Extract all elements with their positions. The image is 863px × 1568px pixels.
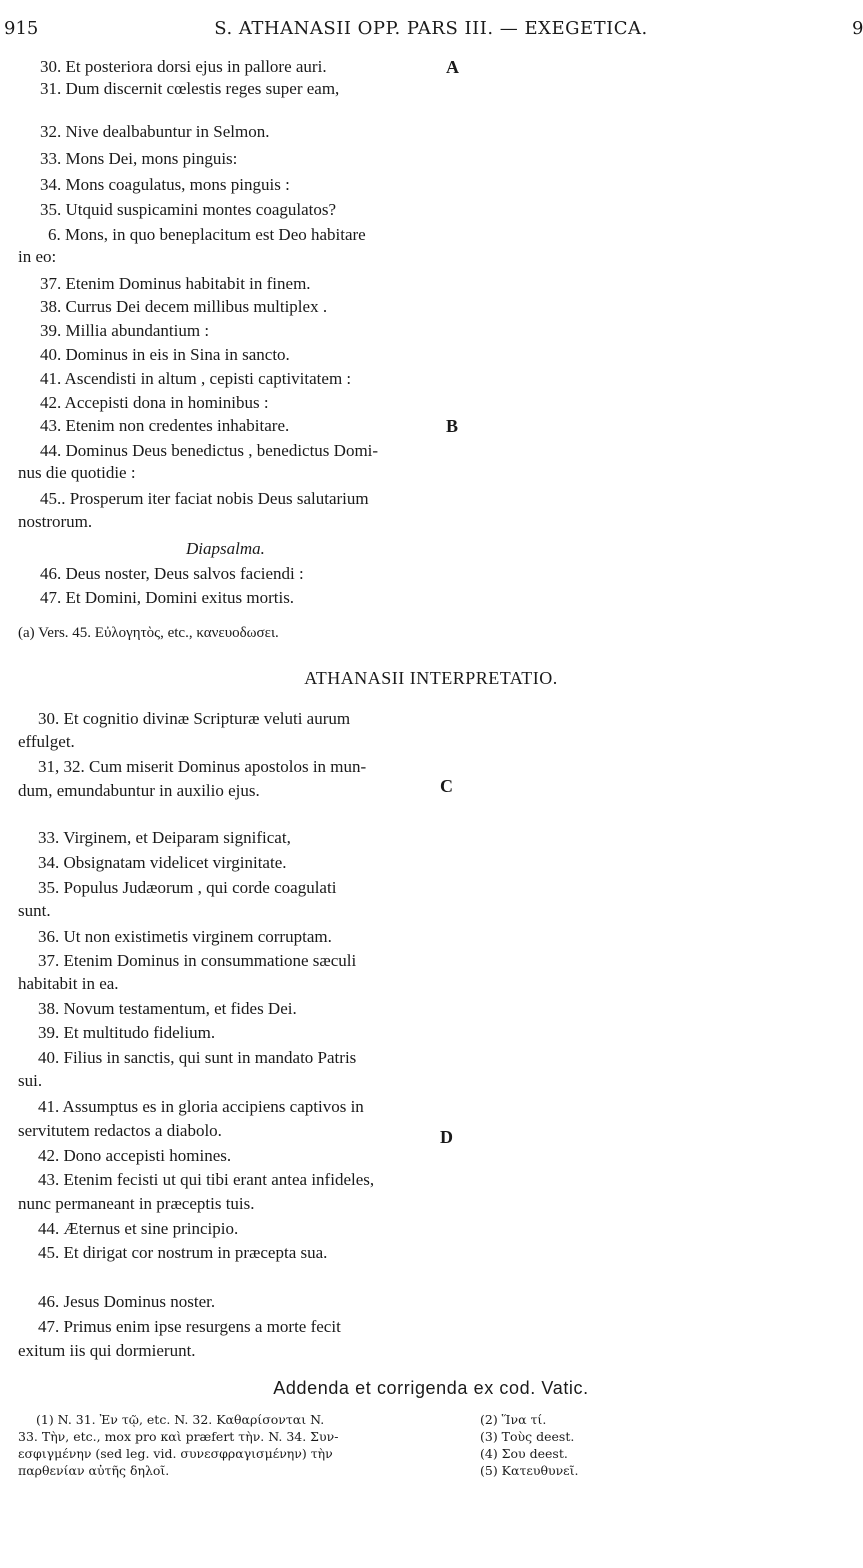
psalm-text <box>0 58 862 618</box>
text-line: nus die quotidie : <box>18 463 136 482</box>
interpretation-text <box>0 710 862 1370</box>
text-line: 39. Millia abundantium : <box>40 321 210 340</box>
diapsalma-heading: Diapsalma. <box>186 539 265 558</box>
text-line: 32. Nive dealbabuntur in Selmon. <box>40 122 270 141</box>
footnote: (a) Vers. 45. Εὐλογητὸς, etc., κανευοδωσει. <box>18 625 279 641</box>
text-line: 6. Mons, in quo beneplacitum est Deo habitare <box>48 225 366 244</box>
text-line: 42. Accepisti dona in hominibus : <box>40 393 269 412</box>
text-line: 46. Deus noster, Deus salvos faciendi : <box>40 564 304 583</box>
text-line: 38. Novum testamentum, et fides Dei. <box>38 999 297 1018</box>
text-line: nunc permaneant in præceptis tuis. <box>18 1194 255 1213</box>
margin-marker-b: B <box>446 416 459 436</box>
text-line: 37. Etenim Dominus in consummatione sæculi <box>38 951 357 970</box>
text-line: 45. Et dirigat cor nostrum in præcepta sua. <box>38 1243 328 1262</box>
text-line: 39. Et multitudo fidelium. <box>38 1023 216 1042</box>
text-line: 35. Utquid suspicamini montes coagulatos? <box>40 200 337 219</box>
text-line: effulget. <box>18 732 75 751</box>
text-line: dum, emundabuntur in auxilio ejus. <box>18 781 260 800</box>
text-line: 30. Et posteriora dorsi ejus in pallore auri. <box>40 57 327 76</box>
text-line: 41. Ascendisti in altum , cepisti captivitatem : <box>40 369 352 388</box>
text-line: 42. Dono accepisti homines. <box>38 1146 232 1165</box>
text-line: 47. Primus enim ipse resurgens a morte fecit <box>38 1317 341 1336</box>
text-line: 33. Mons Dei, mons pinguis: <box>40 149 238 168</box>
text-line: 44. Æternus et sine principio. <box>38 1219 239 1238</box>
text-line: 31. Dum discernit cœlestis reges super eam, <box>40 79 340 98</box>
addenda-line: 33. Τὴν, etc., mox pro καὶ præfert τὴν. N. 34. Συν- <box>18 1429 339 1444</box>
text-line: nostrorum. <box>18 512 93 531</box>
text-line: 44. Dominus Deus benedictus , benedictus Domi- <box>40 441 379 460</box>
addenda-line: (1) N. 31. Ἐν τῷ, etc. N. 32. Καθαρίσονται N. <box>36 1412 325 1427</box>
addenda-line: (3) Τοὺς deest. <box>480 1429 575 1444</box>
text-line: 37. Etenim Dominus habitabit in finem. <box>40 274 311 293</box>
text-line: in eo: <box>18 247 57 266</box>
margin-marker-d: D <box>440 1127 453 1147</box>
text-line: 34. Obsignatam videlicet virginitate. <box>38 853 287 872</box>
text-line: 38. Currus Dei decem millibus multiplex . <box>40 297 328 316</box>
text-line: sui. <box>18 1071 43 1090</box>
text-line: 40. Dominus in eis in Sina in sancto. <box>40 345 290 364</box>
text-line: 35. Populus Judæorum , qui corde coagulati <box>38 878 337 897</box>
text-line: 40. Filius in sanctis, qui sunt in mandato Patris <box>38 1048 357 1067</box>
margin-marker-c: C <box>440 776 453 796</box>
text-line: 41. Assumptus es in gloria accipiens captivos in <box>38 1097 364 1116</box>
text-line: 47. Et Domini, Domini exitus mortis. <box>40 588 295 607</box>
text-line: 34. Mons coagulatus, mons pinguis : <box>40 175 290 194</box>
text-line: 43. Etenim fecisti ut qui tibi erant antea infideles, <box>38 1170 375 1189</box>
margin-marker-a: A <box>446 57 459 77</box>
addenda-line: (2) Ἵνα τί. <box>480 1412 547 1427</box>
addenda-line: (4) Σου deest. <box>480 1446 568 1461</box>
text-line: 30. Et cognitio divinæ Scripturæ veluti aurum <box>38 709 351 728</box>
text-line: 45.. Prosperum iter faciat nobis Deus salutarium <box>40 489 369 508</box>
page-number: 915 <box>4 18 39 39</box>
section-title: ATHANASII INTERPRETATIO. <box>304 668 558 688</box>
text-line: exitum iis qui dormierunt. <box>18 1341 196 1360</box>
addenda-line: παρθενίαν αὐτῆς δηλοῖ. <box>18 1463 170 1478</box>
addenda-line: εσφιγμένην (sed leg. vid. συνεσφραγισμένην) τὴν <box>18 1446 333 1461</box>
text-line: habitabit in ea. <box>18 974 119 993</box>
addenda-title: Addenda et corrigenda ex cod. Vatic. <box>273 1378 589 1398</box>
text-line: 43. Etenim non credentes inhabitare. <box>40 416 290 435</box>
text-line: servitutem redactos a diabolo. <box>18 1121 222 1140</box>
text-line: 33. Virginem, et Deiparam significat, <box>38 828 291 847</box>
addenda-line: (5) Κατευθυνεῖ. <box>480 1463 579 1478</box>
running-title: S. ATHANASII OPP. PARS III. — EXEGETICA. <box>214 18 648 39</box>
text-line: sunt. <box>18 901 51 920</box>
right-column-number: 9 <box>852 18 863 39</box>
text-line: 31, 32. Cum miserit Dominus apostolos in mun- <box>38 757 367 776</box>
text-line: 46. Jesus Dominus noster. <box>38 1292 216 1311</box>
text-line: 36. Ut non existimetis virginem corruptam. <box>38 927 332 946</box>
page-header <box>0 18 862 44</box>
